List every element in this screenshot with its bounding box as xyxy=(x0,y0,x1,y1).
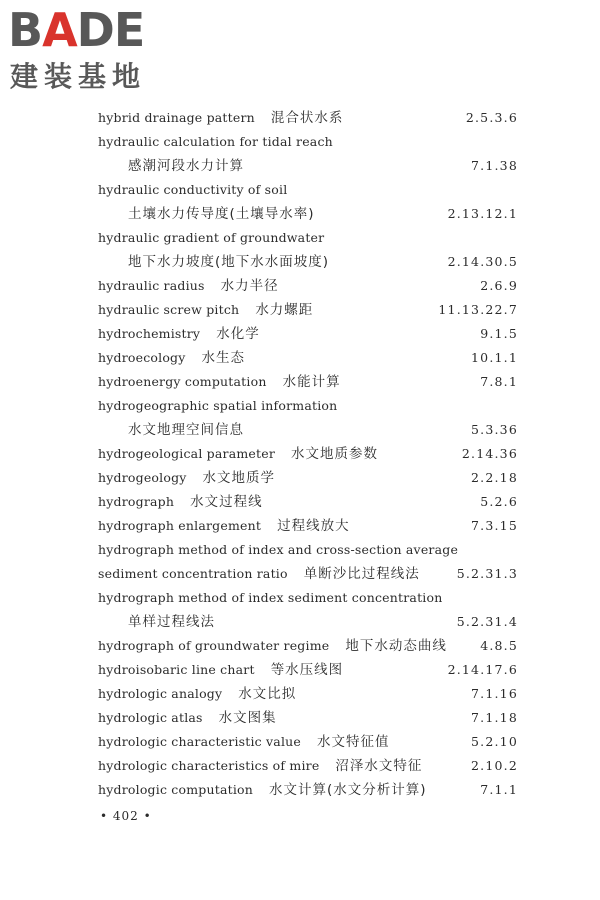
entry-section-number: 7.1.18 xyxy=(471,710,518,725)
entry-chinese-term: 水文计算(水文分析计算) xyxy=(269,782,427,798)
entry-english-term: hydroecology xyxy=(98,350,186,365)
entry-section-number: 7.8.1 xyxy=(480,374,518,389)
entry-english-term: hydrologic atlas xyxy=(98,710,203,725)
index-entry xyxy=(98,418,518,442)
index-entry xyxy=(98,322,518,346)
entry-chinese-term: 沼泽水文特征 xyxy=(335,758,423,774)
index-entry xyxy=(98,754,518,778)
entry-english-term: hybrid drainage pattern xyxy=(98,110,255,125)
entry-chinese-term: 水文比拟 xyxy=(238,686,297,702)
entry-chinese-term: 水文过程线 xyxy=(190,494,263,510)
index-entry xyxy=(98,274,518,298)
entry-section-number: 7.3.15 xyxy=(471,518,518,533)
index-entry xyxy=(98,466,518,490)
entry-english-term: sediment concentration ratio xyxy=(98,566,288,581)
entry-english-term: hydrograph enlargement xyxy=(98,518,262,533)
entry-chinese-term: 水力螺距 xyxy=(255,302,314,318)
index-entry xyxy=(98,778,518,802)
entry-english-term: hydrograph method of index sediment concentration xyxy=(98,590,443,605)
entry-chinese-term: 地下水力坡度(地下水水面坡度) xyxy=(128,254,330,270)
entry-section-number: 7.1.1 xyxy=(480,782,518,797)
entry-chinese-term: 水化学 xyxy=(216,326,260,342)
entry-chinese-term: 土壤水力传导度(土壤导水率) xyxy=(128,206,315,222)
index-entry xyxy=(98,490,518,514)
index-entry xyxy=(98,154,518,178)
index-entry xyxy=(98,106,518,130)
logo-wordmark xyxy=(8,4,144,56)
entry-chinese-term: 混合状水系 xyxy=(270,110,344,126)
entry-chinese-term: 水文地质学 xyxy=(202,470,276,486)
entry-section-number: 2.13.12.1 xyxy=(447,206,518,221)
entry-section-number: 5.2.6 xyxy=(480,494,518,509)
entry-section-number: 2.14.36 xyxy=(461,446,518,461)
logo-letter-b: B xyxy=(8,3,43,57)
entry-chinese-term: 过程线放大 xyxy=(277,518,350,534)
entry-english-term: hydrogeographic spatial information xyxy=(98,398,338,413)
entry-english-term: hydrogeological parameter xyxy=(98,446,276,461)
index-entry xyxy=(98,370,518,394)
entry-chinese-term: 水力半径 xyxy=(220,278,279,294)
index-entry xyxy=(98,538,518,562)
page-number: • 402 • xyxy=(100,809,152,823)
entry-section-number: 5.2.31.4 xyxy=(456,614,518,629)
index-entry xyxy=(98,202,518,226)
index-entry xyxy=(98,658,518,682)
index-entry xyxy=(98,346,518,370)
index-entry xyxy=(98,586,518,610)
entry-chinese-term: 水文特征值 xyxy=(317,734,390,750)
entry-chinese-term: 水生态 xyxy=(201,350,246,366)
logo-chinese-text: 建装基地 xyxy=(10,60,147,93)
entry-section-number: 2.14.17.6 xyxy=(447,662,518,677)
index-entry xyxy=(98,250,518,274)
entry-section-number: 4.8.5 xyxy=(480,638,518,653)
bade-logo xyxy=(8,4,178,96)
entry-section-number: 7.1.38 xyxy=(471,158,518,173)
entry-english-term: hydroisobaric line chart xyxy=(98,662,255,677)
index-entry xyxy=(98,730,518,754)
index-entry-list xyxy=(98,106,518,802)
index-entry xyxy=(98,442,518,466)
entry-english-term: hydrologic analogy xyxy=(98,686,223,701)
entry-section-number: 5.2.31.3 xyxy=(456,566,518,581)
entry-english-term: hydraulic gradient of groundwater xyxy=(98,230,325,245)
entry-chinese-term: 水能计算 xyxy=(282,374,341,390)
index-entry xyxy=(98,514,518,538)
index-entry xyxy=(98,226,518,250)
entry-section-number: 2.2.18 xyxy=(471,470,518,485)
entry-section-number: 2.5.3.6 xyxy=(465,110,518,125)
index-entry xyxy=(98,394,518,418)
index-entry xyxy=(98,610,518,634)
entry-chinese-term: 水文图集 xyxy=(218,710,277,726)
entry-section-number: 2.10.2 xyxy=(471,758,518,773)
entry-section-number: 7.1.16 xyxy=(471,686,518,701)
index-entry xyxy=(98,130,518,154)
entry-chinese-term: 单样过程线法 xyxy=(128,614,215,630)
entry-english-term: hydraulic radius xyxy=(98,278,205,293)
entry-section-number: 10.1.1 xyxy=(471,350,518,365)
logo-letters-de: DE xyxy=(76,3,145,57)
entry-english-term: hydrogeology xyxy=(98,470,187,485)
entry-section-number: 5.3.36 xyxy=(471,422,518,437)
entry-chinese-term: 等水压线图 xyxy=(270,662,344,678)
entry-chinese-term: 感潮河段水力计算 xyxy=(128,158,244,174)
index-entry xyxy=(98,178,518,202)
entry-english-term: hydrologic characteristics of mire xyxy=(98,758,320,773)
entry-english-term: hydrologic computation xyxy=(98,782,254,797)
entry-english-term: hydroenergy computation xyxy=(98,374,267,389)
entry-section-number: 11.13.22.7 xyxy=(438,302,518,317)
index-entry xyxy=(98,298,518,322)
entry-english-term: hydrologic characteristic value xyxy=(98,734,302,749)
entry-english-term: hydraulic screw pitch xyxy=(98,302,240,317)
entry-section-number: 2.14.30.5 xyxy=(447,254,518,269)
entry-chinese-term: 水文地质参数 xyxy=(291,446,379,462)
entry-english-term: hydrograph xyxy=(98,494,175,509)
entry-english-term: hydrograph method of index and cross-section average xyxy=(98,542,459,557)
logo-letter-a: A xyxy=(42,3,77,57)
index-entry xyxy=(98,634,518,658)
entry-english-term: hydrochemistry xyxy=(98,326,201,341)
index-entry xyxy=(98,682,518,706)
entry-english-term: hydraulic conductivity of soil xyxy=(98,182,288,197)
entry-section-number: 5.2.10 xyxy=(471,734,518,749)
entry-section-number: 9.1.5 xyxy=(480,326,518,341)
entry-chinese-term: 地下水动态曲线 xyxy=(345,638,447,654)
entry-chinese-term: 单断沙比过程线法 xyxy=(303,566,420,582)
entry-section-number: 2.6.9 xyxy=(480,278,518,293)
entry-english-term: hydraulic calculation for tidal reach xyxy=(98,134,333,149)
entry-chinese-term: 水文地理空间信息 xyxy=(128,422,244,438)
index-entry xyxy=(98,562,518,586)
index-entry xyxy=(98,706,518,730)
entry-english-term: hydrograph of groundwater regime xyxy=(98,638,330,653)
